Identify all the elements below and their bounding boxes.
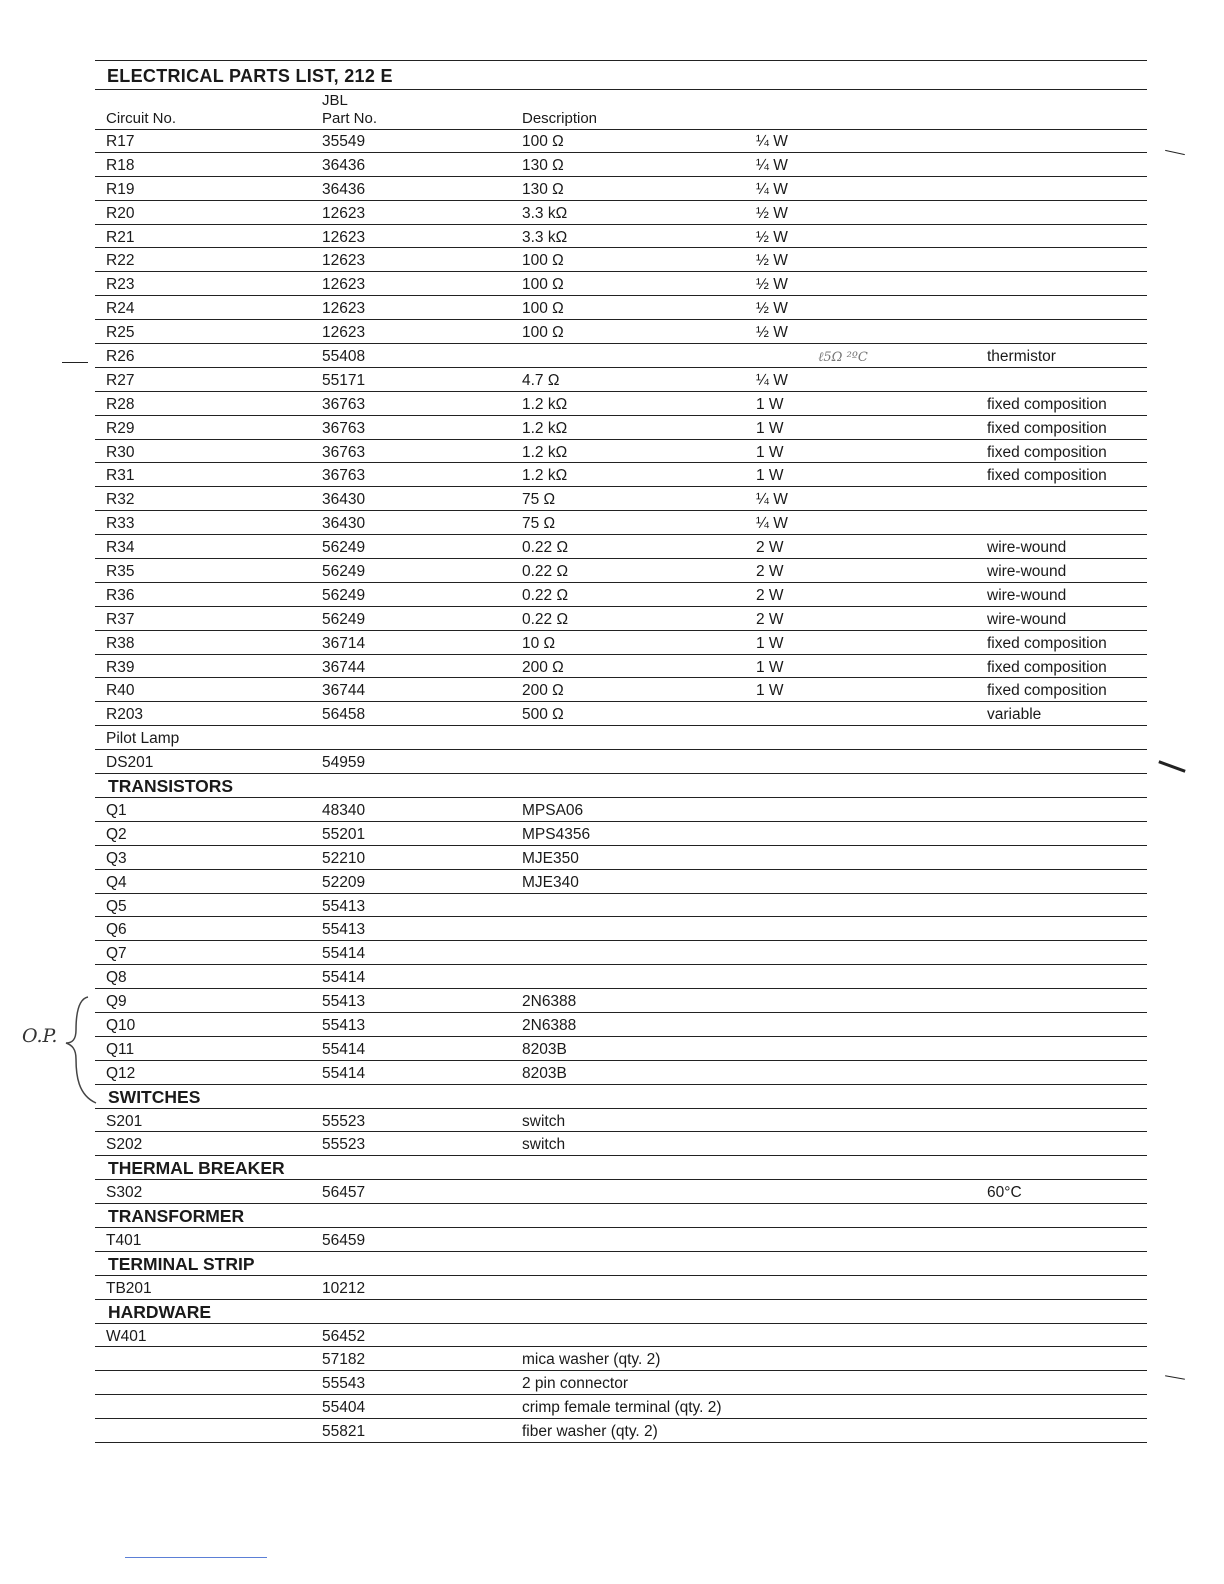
margin-tick <box>62 362 88 363</box>
description-cell: crimp female terminal (qty. 2) <box>522 1399 722 1417</box>
part-no-cell: 48340 <box>322 801 366 819</box>
circuit-no-cell: Q3 <box>106 849 127 867</box>
description-cell: 2 pin connector <box>522 1375 628 1393</box>
circuit-no-cell: Q9 <box>106 993 127 1011</box>
circuit-no-cell: R19 <box>106 180 135 198</box>
note-cell: variable <box>987 706 1042 724</box>
part-no-cell: 56249 <box>322 586 366 604</box>
table-row <box>95 368 1147 392</box>
part-no-cell: 56249 <box>322 610 366 628</box>
section-header-row <box>95 774 1147 798</box>
description-cell: 8203B <box>522 1064 567 1082</box>
table-row <box>95 1109 1147 1133</box>
rating-cell: ½ W <box>756 252 788 270</box>
part-no-cell: 36430 <box>322 515 366 533</box>
note-cell: fixed composition <box>987 658 1107 676</box>
part-no-cell: 52210 <box>322 849 366 867</box>
circuit-no-cell: R17 <box>106 133 135 150</box>
description-cell: 0.22 Ω <box>522 539 569 557</box>
part-no-cell: 36763 <box>322 395 366 413</box>
circuit-no-cell: W401 <box>106 1327 147 1345</box>
table-row <box>95 1180 1147 1204</box>
table-row <box>95 440 1147 464</box>
part-no-cell: 55523 <box>322 1136 366 1154</box>
rating-cell: 1 W <box>756 467 784 485</box>
table-row <box>95 392 1147 416</box>
page-title: ELECTRICAL PARTS LIST, 212 E <box>107 66 393 86</box>
rating-cell: ¼ W <box>756 515 788 533</box>
part-no-cell: 55171 <box>322 371 366 389</box>
description-cell: 130 Ω <box>522 180 564 198</box>
part-no-cell: 56459 <box>322 1231 366 1249</box>
table-row <box>95 201 1147 225</box>
header-description: Description <box>522 110 598 127</box>
circuit-no-cell: R22 <box>106 252 135 270</box>
section-header-row <box>95 1156 1147 1180</box>
table-row <box>95 559 1147 583</box>
header-part-no-line2: Part No. <box>322 110 378 127</box>
note-cell: fixed composition <box>987 467 1107 485</box>
part-no-cell: 56452 <box>322 1327 366 1345</box>
circuit-no-cell: R40 <box>106 682 135 700</box>
part-no-cell: 12623 <box>322 324 366 342</box>
circuit-no-cell: R26 <box>106 348 135 366</box>
part-no-cell: 56249 <box>322 563 366 581</box>
table-row <box>95 941 1147 965</box>
circuit-no-cell: S202 <box>106 1136 143 1154</box>
rating-cell: ¼ W <box>756 133 788 150</box>
rating-cell: ¼ W <box>756 156 788 174</box>
part-no-cell: 52209 <box>322 873 366 891</box>
part-no-cell: 55404 <box>322 1399 366 1417</box>
table-row <box>95 344 1147 368</box>
table-row <box>95 702 1147 726</box>
description-cell: 8203B <box>522 1040 567 1058</box>
note-cell: fixed composition <box>987 419 1107 437</box>
part-no-cell: 55523 <box>322 1112 366 1130</box>
description-cell: mica washer (qty. 2) <box>522 1351 661 1369</box>
table-row <box>95 129 1147 153</box>
circuit-no-cell: R29 <box>106 419 135 437</box>
part-no-cell: 36744 <box>322 682 366 700</box>
description-cell: 75 Ω <box>522 515 556 533</box>
table-row <box>95 177 1147 201</box>
part-no-cell: 36763 <box>322 419 366 437</box>
title-row <box>95 62 1147 90</box>
table-row <box>95 631 1147 655</box>
table-row <box>95 1061 1147 1085</box>
table-row <box>95 583 1147 607</box>
circuit-no-cell: Q2 <box>106 825 127 843</box>
description-cell: 4.7 Ω <box>522 371 560 389</box>
note-cell: 60°C <box>987 1184 1022 1202</box>
note-cell: fixed composition <box>987 443 1107 461</box>
part-no-cell: 55414 <box>322 1064 366 1082</box>
handwritten-r26-note: ℓ5Ω ²ºC <box>818 350 868 365</box>
part-no-cell: 55414 <box>322 969 366 987</box>
table-row <box>95 1419 1147 1443</box>
description-cell: 500 Ω <box>522 706 564 724</box>
description-cell: 75 Ω <box>522 491 556 509</box>
part-no-cell: 55413 <box>322 993 366 1011</box>
circuit-no-cell: R21 <box>106 228 135 246</box>
table-row <box>95 655 1147 679</box>
table-row <box>95 870 1147 894</box>
part-no-cell: 10212 <box>322 1279 366 1297</box>
section-title: TRANSFORMER <box>108 1206 245 1227</box>
column-headers <box>95 89 1147 130</box>
table-row <box>95 917 1147 941</box>
section-header-row <box>95 1085 1147 1109</box>
handwritten-margin-note: O.P. <box>22 1025 58 1047</box>
rating-cell: 2 W <box>756 563 784 581</box>
circuit-no-cell: Q6 <box>106 921 127 939</box>
table-row <box>95 225 1147 249</box>
description-cell: MJE340 <box>522 873 579 891</box>
part-no-cell: 55408 <box>322 348 366 366</box>
circuit-no-cell: R39 <box>106 658 135 676</box>
description-cell: 100 Ω <box>522 276 564 294</box>
part-no-cell: 56457 <box>322 1184 366 1202</box>
circuit-no-cell: Q5 <box>106 897 127 915</box>
table-row <box>95 726 1147 750</box>
circuit-no-cell: R31 <box>106 467 135 485</box>
description-cell: 100 Ω <box>522 324 564 342</box>
table-row <box>95 248 1147 272</box>
rating-cell: 1 W <box>756 682 784 700</box>
description-cell: 10 Ω <box>522 634 556 652</box>
table-row <box>95 1132 1147 1156</box>
part-no-cell: 55413 <box>322 897 366 915</box>
edge-mark-2 <box>1158 760 1185 772</box>
section-title: HARDWARE <box>108 1301 212 1322</box>
rating-cell: ½ W <box>756 324 788 342</box>
note-cell: fixed composition <box>987 682 1107 700</box>
circuit-no-cell: Q10 <box>106 1016 136 1034</box>
part-no-cell: 12623 <box>322 252 366 270</box>
table-row <box>95 1347 1147 1371</box>
circuit-no-cell: Q8 <box>106 969 127 987</box>
part-no-cell: 55413 <box>322 921 366 939</box>
description-cell: 1.2 kΩ <box>522 395 568 413</box>
part-no-cell: 57182 <box>322 1351 366 1369</box>
table-row <box>95 607 1147 631</box>
circuit-no-cell: R37 <box>106 610 135 628</box>
part-no-cell: 35549 <box>322 133 366 150</box>
circuit-no-cell: S201 <box>106 1112 143 1130</box>
part-no-cell: 56249 <box>322 539 366 557</box>
table-row <box>95 153 1147 177</box>
rating-cell: ½ W <box>756 300 788 318</box>
circuit-no-cell: R33 <box>106 515 135 533</box>
rating-cell: 1 W <box>756 634 784 652</box>
table-row <box>95 1228 1147 1252</box>
table-row <box>95 1013 1147 1037</box>
brace-mark <box>60 995 100 1105</box>
part-no-cell: 55413 <box>322 1016 366 1034</box>
circuit-no-cell: R35 <box>106 563 135 581</box>
table-row <box>95 1324 1147 1348</box>
parts-table <box>95 129 1147 1443</box>
table-row <box>95 320 1147 344</box>
circuit-no-cell: R20 <box>106 204 135 222</box>
description-cell: 2N6388 <box>522 1016 577 1034</box>
description-cell: 100 Ω <box>522 300 564 318</box>
part-no-cell: 12623 <box>322 276 366 294</box>
circuit-no-cell: R38 <box>106 634 135 652</box>
description-cell: 1.2 kΩ <box>522 467 568 485</box>
note-cell: wire-wound <box>987 539 1067 557</box>
note-cell: fixed composition <box>987 395 1107 413</box>
table-row <box>95 965 1147 989</box>
circuit-no-cell: R28 <box>106 395 135 413</box>
part-no-cell: 55821 <box>322 1423 366 1441</box>
note-cell: wire-wound <box>987 563 1067 581</box>
rating-cell: ¼ W <box>756 180 788 198</box>
part-no-cell: 36436 <box>322 180 366 198</box>
part-no-cell: 54959 <box>322 754 366 772</box>
description-cell: fiber washer (qty. 2) <box>522 1423 658 1441</box>
section-header-row <box>95 1204 1147 1228</box>
section-title: THERMAL BREAKER <box>108 1158 285 1179</box>
circuit-no-cell: R25 <box>106 324 135 342</box>
edge-mark-1 <box>1165 150 1185 155</box>
table-row <box>95 416 1147 440</box>
part-no-cell: 55414 <box>322 945 366 963</box>
section-title: TERMINAL STRIP <box>108 1253 255 1274</box>
circuit-no-cell: Q11 <box>106 1040 135 1058</box>
section-title: TRANSISTORS <box>108 776 234 797</box>
description-cell: MPSA06 <box>522 801 584 819</box>
description-cell: 1.2 kΩ <box>522 443 568 461</box>
circuit-no-cell: Q7 <box>106 945 127 963</box>
circuit-no-cell: Q12 <box>106 1064 136 1082</box>
circuit-no-cell: R23 <box>106 276 135 294</box>
table-row <box>95 989 1147 1013</box>
table-row <box>95 798 1147 822</box>
circuit-no-cell: R34 <box>106 539 135 557</box>
rating-cell: 1 W <box>756 419 784 437</box>
part-no-cell: 12623 <box>322 228 366 246</box>
note-cell: thermistor <box>987 348 1056 366</box>
part-no-cell: 36744 <box>322 658 366 676</box>
description-cell: 200 Ω <box>522 682 564 700</box>
section-title: SWITCHES <box>108 1086 201 1107</box>
circuit-no-cell: R27 <box>106 371 135 389</box>
table-row <box>95 750 1147 774</box>
part-no-cell: 55201 <box>322 825 366 843</box>
circuit-no-cell: R30 <box>106 443 135 461</box>
table-row <box>95 1037 1147 1061</box>
table-row <box>95 296 1147 320</box>
description-cell: 0.22 Ω <box>522 586 569 604</box>
top-rule <box>95 60 1147 61</box>
table-row <box>95 463 1147 487</box>
rating-cell: ½ W <box>756 276 788 294</box>
table-row <box>95 1276 1147 1300</box>
part-no-cell: 36436 <box>322 156 366 174</box>
note-cell: wire-wound <box>987 586 1067 604</box>
circuit-no-cell: S302 <box>106 1184 143 1202</box>
part-no-cell: 36430 <box>322 491 366 509</box>
table-row <box>95 822 1147 846</box>
description-cell: 3.3 kΩ <box>522 204 568 222</box>
rating-cell: ½ W <box>756 228 788 246</box>
table-row <box>95 846 1147 870</box>
rating-cell: ½ W <box>756 204 788 222</box>
table-row <box>95 1371 1147 1395</box>
rating-cell: 2 W <box>756 610 784 628</box>
description-cell: switch <box>522 1112 566 1130</box>
rating-cell: 1 W <box>756 658 784 676</box>
description-cell: 0.22 Ω <box>522 610 569 628</box>
note-cell: fixed composition <box>987 634 1107 652</box>
note-cell: wire-wound <box>987 610 1067 628</box>
circuit-no-cell: DS201 <box>106 754 154 772</box>
circuit-no-cell: TB201 <box>106 1279 152 1297</box>
description-cell: 130 Ω <box>522 156 564 174</box>
table-row <box>95 272 1147 296</box>
circuit-no-cell: R203 <box>106 706 144 724</box>
circuit-no-cell: Pilot Lamp <box>106 730 180 748</box>
table-row <box>95 894 1147 918</box>
header-circuit-no: Circuit No. <box>106 110 177 127</box>
rating-cell: 1 W <box>756 395 784 413</box>
part-no-cell: 55543 <box>322 1375 366 1393</box>
description-cell: MJE350 <box>522 849 579 867</box>
description-cell: switch <box>522 1136 566 1154</box>
circuit-no-cell: R18 <box>106 156 135 174</box>
part-no-cell: 12623 <box>322 300 366 318</box>
description-cell: MPS4356 <box>522 825 591 843</box>
circuit-no-cell: T401 <box>106 1231 142 1249</box>
section-header-row <box>95 1252 1147 1276</box>
table-row <box>95 1395 1147 1419</box>
table-row <box>95 678 1147 702</box>
description-cell: 100 Ω <box>522 133 564 150</box>
description-cell: 2N6388 <box>522 993 577 1011</box>
part-no-cell: 55414 <box>322 1040 366 1058</box>
description-cell: 100 Ω <box>522 252 564 270</box>
edge-mark-3 <box>1165 1375 1185 1379</box>
circuit-no-cell: Q1 <box>106 801 127 819</box>
rating-cell: ¼ W <box>756 491 788 509</box>
description-cell: 200 Ω <box>522 658 564 676</box>
section-header-row <box>95 1300 1147 1324</box>
part-no-cell: 36763 <box>322 443 366 461</box>
circuit-no-cell: R24 <box>106 300 135 318</box>
rating-cell: 2 W <box>756 539 784 557</box>
brace-path <box>66 997 96 1103</box>
rating-cell: ¼ W <box>756 371 788 389</box>
table-row <box>95 535 1147 559</box>
part-no-cell: 12623 <box>322 204 366 222</box>
circuit-no-cell: R36 <box>106 586 135 604</box>
header-part-no-line1: JBL <box>322 92 348 109</box>
bottom-rule <box>125 1557 267 1558</box>
description-cell: 0.22 Ω <box>522 563 569 581</box>
part-no-cell: 36763 <box>322 467 366 485</box>
description-cell: 1.2 kΩ <box>522 419 568 437</box>
circuit-no-cell: R32 <box>106 491 135 509</box>
table-row <box>95 511 1147 535</box>
part-no-cell: 56458 <box>322 706 366 724</box>
circuit-no-cell: Q4 <box>106 873 127 891</box>
rating-cell: 1 W <box>756 443 784 461</box>
rating-cell: 2 W <box>756 586 784 604</box>
description-cell: 3.3 kΩ <box>522 228 568 246</box>
part-no-cell: 36714 <box>322 634 366 652</box>
table-row <box>95 487 1147 511</box>
